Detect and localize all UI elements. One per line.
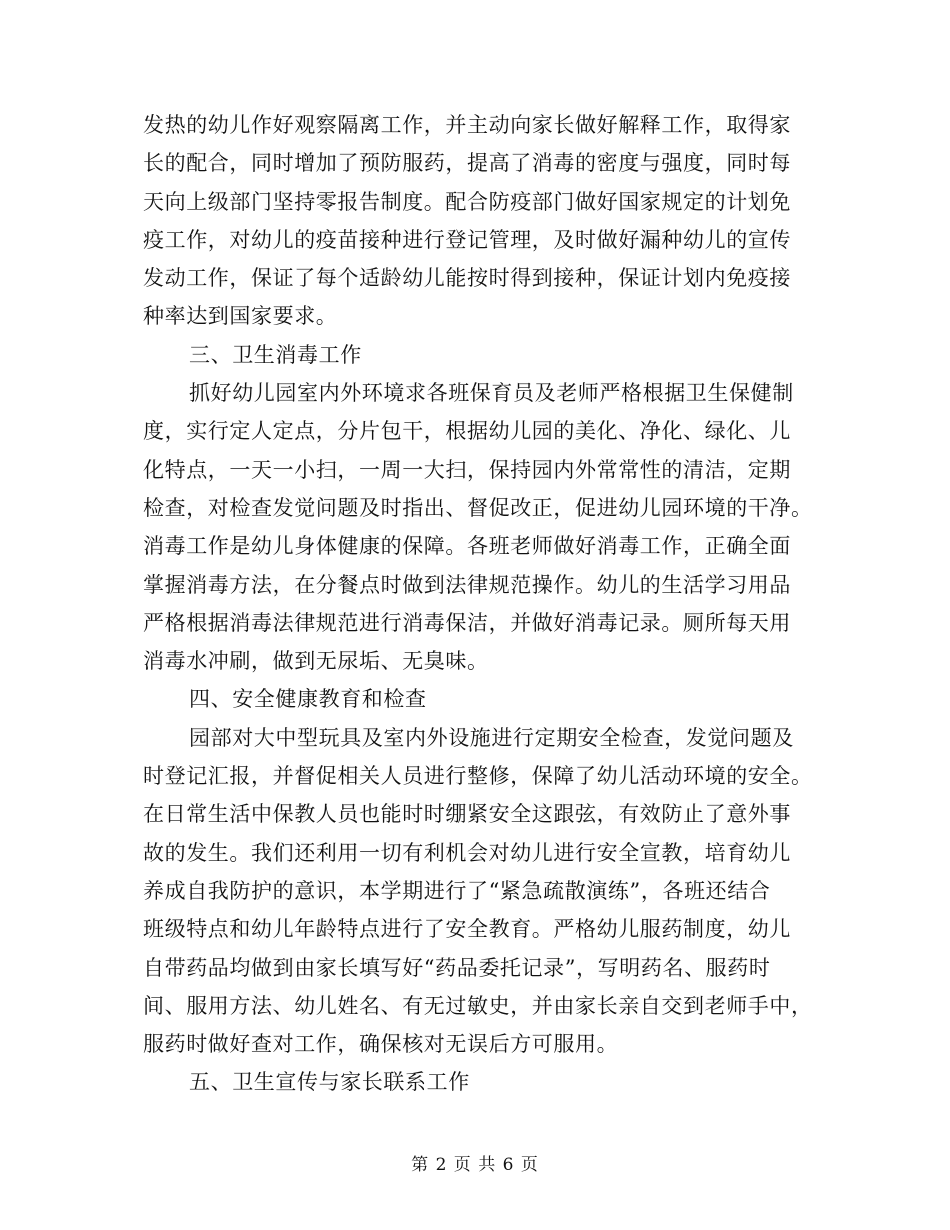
text-line: 化特点，一天一小扫，一周一大扫，保持园内外常常性的清洁，定期 — [143, 457, 791, 482]
text-line: 抓好幼儿园室内外环境求各班保育员及老师严格根据卫生保健制 — [189, 381, 794, 406]
text-line: 天向上级部门坚持零报告制度。配合防疫部门做好国家规定的计划免 — [143, 189, 791, 214]
text-line: 检查，对检查发觉问题及时指出、督促改正，促进幼儿园环境的干净。 — [143, 495, 813, 520]
text-line: 故的发生。我们还利用一切有利机会对幼儿进行安全宣教，培育幼儿 — [143, 840, 791, 865]
text-line: 消毒工作是幼儿身体健康的保障。各班老师做好消毒工作，正确全面 — [143, 534, 791, 559]
text-line: 严格根据消毒法律规范进行消毒保洁，并做好消毒记录。厕所每天用 — [143, 610, 791, 635]
text-line: 养成自我防护的意识，本学期进行了“紧急疏散演练”，各班还结合 — [143, 878, 771, 903]
page-footer: 第 2 页 共 6 页 — [411, 1155, 539, 1175]
text-line: 班级特点和幼儿年龄特点进行了安全教育。严格幼儿服药制度，幼儿 — [143, 917, 791, 942]
text-line: 种率达到国家要求。 — [143, 304, 338, 329]
text-line: 园部对大中型玩具及室内外设施进行定期安全检查，发觉问题及 — [189, 725, 794, 750]
section-heading: 四、安全健康教育和检查 — [189, 687, 427, 712]
text-line: 发动工作，保证了每个适龄幼儿能按时得到接种，保证计划内免疫接 — [143, 266, 791, 291]
text-line: 在日常生活中保教人员也能时时绷紧安全这跟弦，有效防止了意外事 — [143, 802, 791, 827]
text-line: 疫工作，对幼儿的疫苗接种进行登记管理，及时做好漏种幼儿的宣传 — [143, 227, 791, 252]
section-heading: 五、卫生宣传与家长联系工作 — [189, 1070, 470, 1095]
text-line: 间、服用方法、幼儿姓名、有无过敏史，并由家长亲自交到老师手中， — [143, 993, 813, 1018]
text-line: 发热的幼儿作好观察隔离工作，并主动向家长做好解释工作，取得家 — [143, 113, 791, 137]
document-body — [143, 106, 815, 1102]
section-heading: 三、卫生消毒工作 — [189, 342, 362, 367]
text-line: 自带药品均做到由家长填写好“药品委托记录”，写明药名、服药时 — [143, 955, 771, 980]
text-line: 度，实行定人定点，分片包干，根据幼儿园的美化、净化、绿化、儿 — [143, 419, 791, 444]
text-line: 时登记汇报，并督促相关人员进行整修，保障了幼儿活动环境的安全。 — [143, 764, 813, 789]
text-line: 长的配合，同时增加了预防服药，提高了消毒的密度与强度，同时每 — [143, 151, 791, 176]
text-line: 消毒水冲刷，做到无尿垢、无臭味。 — [143, 649, 489, 674]
text-line: 掌握消毒方法，在分餐点时做到法律规范操作。幼儿的生活学习用品 — [143, 572, 791, 597]
text-line: 服药时做好查对工作，确保核对无误后方可服用。 — [143, 1032, 619, 1057]
